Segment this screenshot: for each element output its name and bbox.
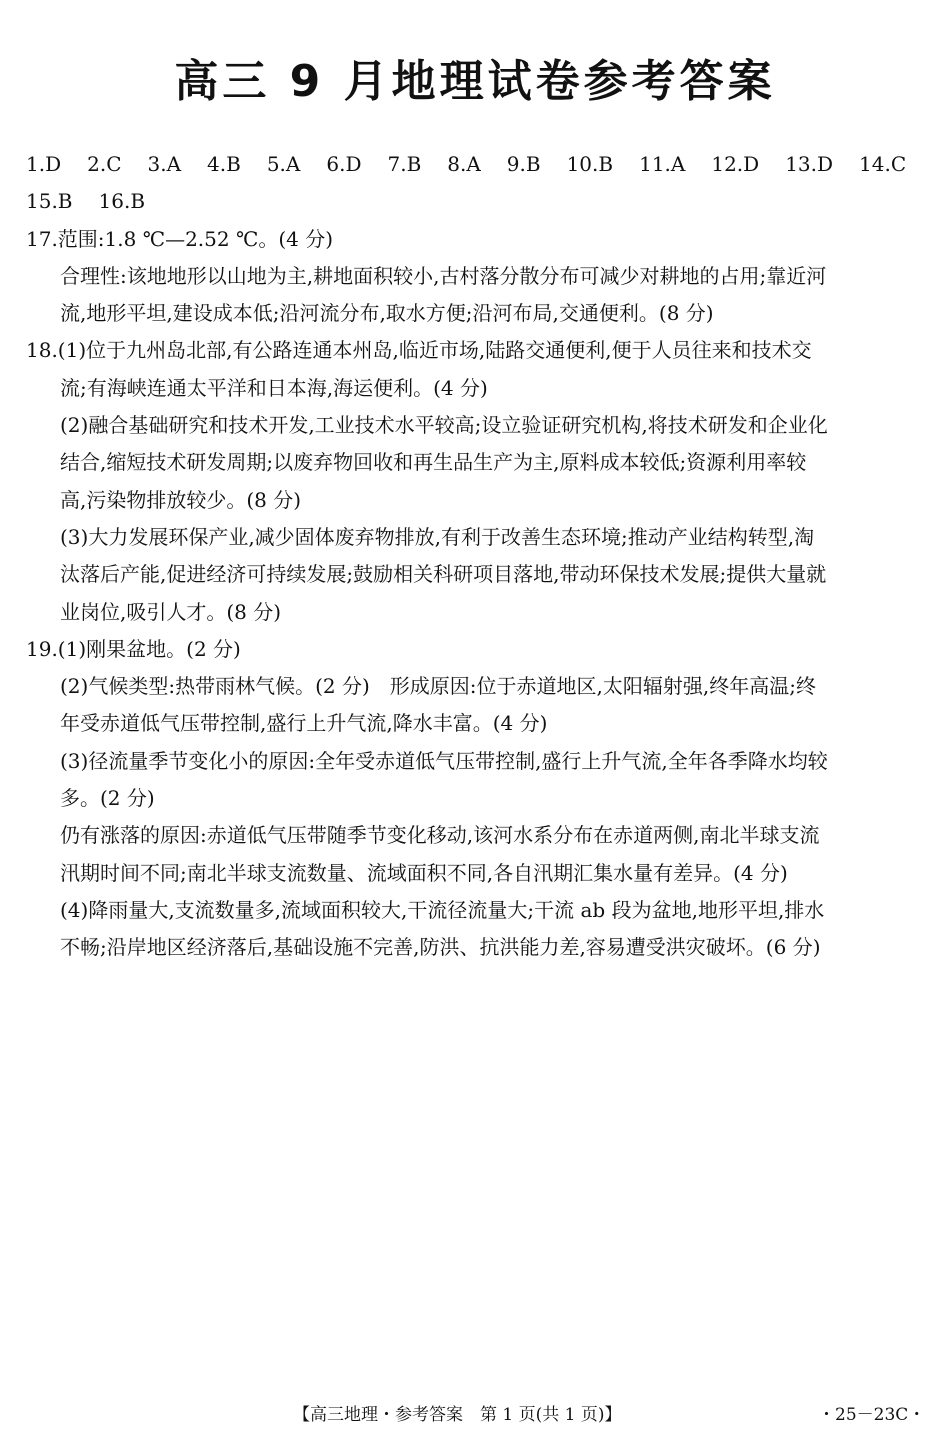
question-17-line: 17.范围:1.8 ℃—2.52 ℃。(4 分) — [26, 226, 334, 251]
question-18-line: 18.(1)位于九州岛北部,有公路连通本州岛,临近市场,陆路交通便利,便于人员往来和技术交 — [26, 338, 812, 363]
question-18-line: 结合,缩短技术研发周期;以废弃物回收和再生品生产为主,原料成本较低;资源利用率较 — [60, 450, 807, 475]
question-19 — [26, 631, 930, 967]
answer-item: 12.D — [711, 152, 760, 176]
question-19-line: 年受赤道低气压带控制,盛行上升气流,降水丰富。(4 分) — [60, 711, 548, 736]
question-19-line: (3)径流量季节变化小的原因:全年受赤道低气压带控制,盛行上升气流,全年各季降水均较 — [60, 748, 828, 773]
answer-key-row-2 — [26, 183, 930, 220]
answer-item: 7.B — [387, 152, 422, 176]
answer-item: 5.A — [266, 152, 301, 176]
answer-item: 2.C — [87, 152, 122, 176]
question-19-line: (2)气候类型:热带雨林气候。(2 分) 形成原因:位于赤道地区,太阳辐射强,终年高温;终 — [60, 674, 816, 699]
answer-item: 8.A — [447, 152, 481, 176]
question-18-line: 业岗位,吸引人才。(8 分) — [60, 599, 282, 624]
question-19-line: 汛期时间不同;南北半球支流数量、流域面积不同,各自汛期汇集水量有差异。(4 分) — [60, 860, 788, 885]
question-18-line: 汰落后产能,促进经济可持续发展;鼓励相关科研项目落地,带动环保技术发展;提供大量就 — [60, 562, 827, 587]
question-18-line: 高,污染物排放较少。(8 分) — [60, 487, 302, 512]
answer-content — [26, 146, 930, 967]
answer-item: 11.A — [639, 152, 686, 176]
question-18-line: 流;有海峡连通太平洋和日本海,海运便利。(4 分) — [60, 375, 488, 400]
answer-item: 15.B — [26, 189, 73, 214]
answer-item: 16.B — [98, 189, 146, 214]
question-18 — [26, 332, 930, 630]
question-19-line: (4)降雨量大,支流数量多,流域面积较大,干流径流量大;干流 ab 段为盆地,地形平坦,排水 — [60, 897, 825, 922]
answer-item: 6.D — [326, 152, 362, 176]
question-19-line: 仍有涨落的原因:赤道低气压带随季节变化移动,该河水系分布在赤道两侧,南北半球支流 — [60, 823, 820, 848]
answer-item: 3.A — [147, 152, 182, 176]
answer-item: 4.B — [207, 152, 241, 176]
answer-item: 10.B — [566, 152, 614, 176]
question-19-line: 多。(2 分) — [60, 786, 155, 811]
question-17 — [26, 221, 930, 333]
answer-item: 14.C — [859, 152, 907, 176]
question-17-line: 流,地形平坦,建设成本低;沿河流分布,取水方便;沿河布局,交通便利。(8 分) — [60, 301, 714, 326]
answer-item: 13.D — [785, 152, 834, 176]
answer-item: 1.D — [26, 152, 62, 176]
question-17-line: 合理性:该地地形以山地为主,耕地面积较小,古村落分散分布可减少对耕地的占用;靠近河 — [60, 263, 827, 288]
page-title: 高三 9 月地理试卷参考答案 — [174, 56, 776, 107]
question-19-line: 19.(1)刚果盆地。(2 分) — [26, 636, 241, 661]
question-18-line: (3)大力发展环保产业,减少固体废弃物排放,有利于改善生态环境;推动产业结构转型,淘 — [60, 524, 815, 549]
question-19-line: 不畅;沿岸地区经济落后,基础设施不完善,防洪、抗洪能力差,容易遭受洪灾破坏。(6 分) — [60, 935, 821, 960]
question-18-line: (2)融合基础研究和技术开发,工业技术水平较高;设立验证研究机构,将技术研发和企业化 — [60, 413, 828, 438]
answer-item: 9.B — [506, 152, 541, 176]
footer-doc-code: ・25－23C・ — [818, 1405, 926, 1425]
answer-key-row-1 — [26, 146, 930, 183]
footer-page-info: 【高三地理・参考答案 第 1 页(共 1 页)】 — [293, 1405, 622, 1425]
